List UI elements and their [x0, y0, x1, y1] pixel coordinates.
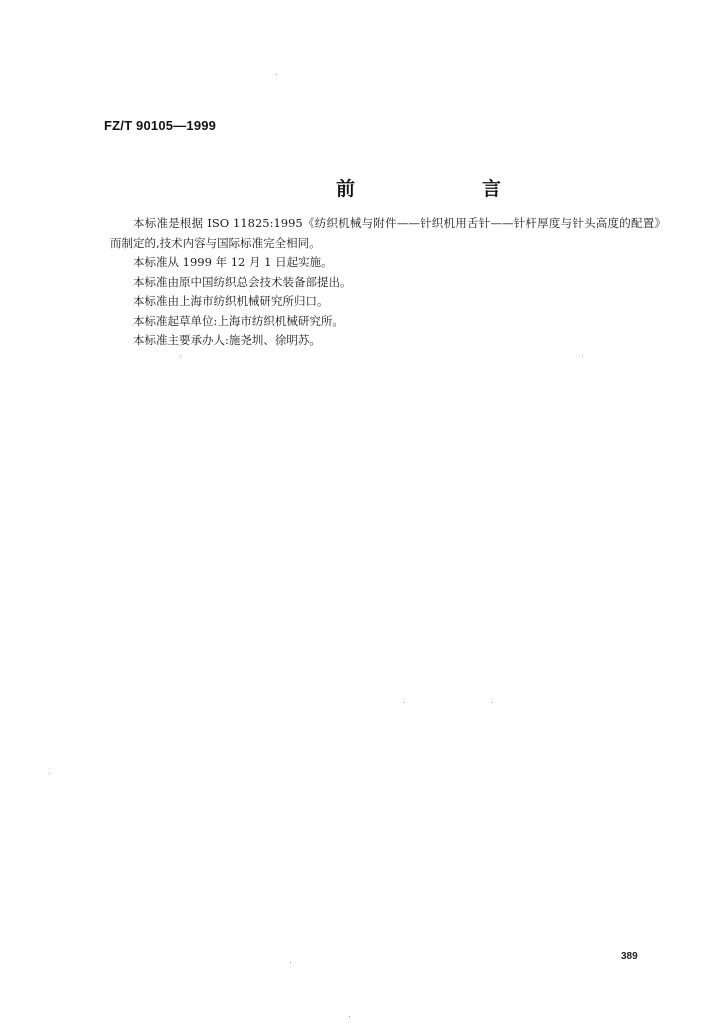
scan-speck [349, 1016, 350, 1017]
scan-speck [492, 702, 493, 703]
preface-body [110, 214, 666, 351]
preface-paragraph-drafters: 本标准主要承办人:施尧圳、徐明苏。 [133, 333, 321, 347]
scan-speck [582, 356, 583, 357]
standard-code: FZ/T 90105—1999 [104, 118, 217, 133]
preface-paragraph-drafting-unit: 本标准起草单位:上海市纺织机械研究所。 [133, 313, 344, 328]
scan-speck [180, 356, 181, 357]
preface-paragraph-responsible-unit: 本标准由上海市纺织机械研究所归口。 [133, 294, 329, 308]
page-number: 389 [621, 951, 638, 962]
preface-title: 前 言 [336, 178, 556, 200]
preface-paragraph-proposer: 本标准由原中国纺织总会技术装备部提出。 [133, 274, 352, 289]
preface-paragraph-effective-date: 本标准从 1999 年 12 月 1 日起实施。 [133, 255, 333, 269]
scan-speck [49, 773, 50, 774]
preface-paragraph-basis: 本标准是根据 ISO 11825:1995《纺织机械与附件——针织机用舌针——针杆厚度与针头高度的配置》而制定的,技术内容与国际标准完全相同。 [110, 216, 666, 250]
scan-speck [404, 702, 405, 703]
scan-speck [276, 74, 277, 75]
scan-speck [290, 962, 291, 963]
